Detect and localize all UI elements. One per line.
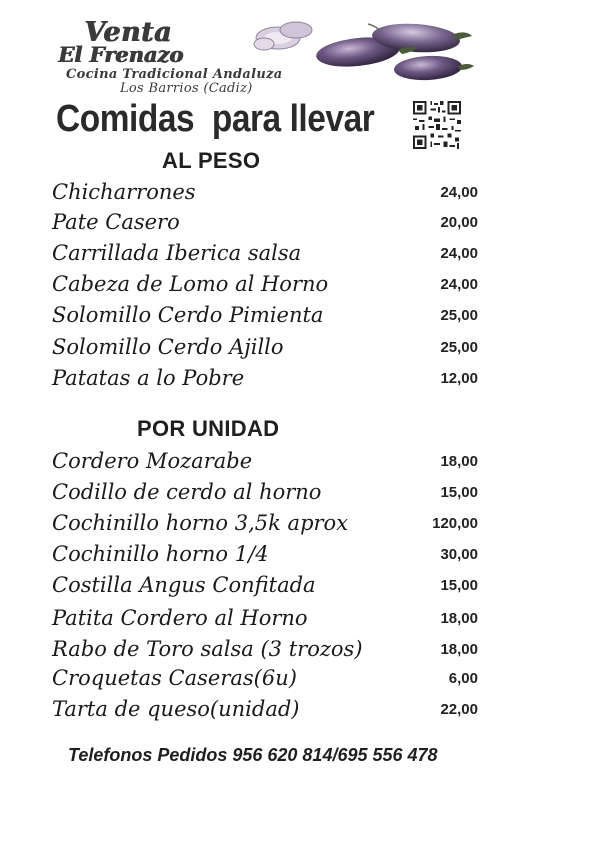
menu-item-price: 20,00 [440, 214, 478, 231]
page-title: Comidas para llevar [56, 98, 375, 140]
menu-item-name: Patita Cordero al Horno [52, 606, 308, 630]
menu-item [52, 301, 482, 331]
section-title-por-unidad: POR UNIDAD [137, 416, 280, 441]
menu-item-name: Cordero Mozarabe [52, 449, 253, 473]
order-phone-numbers: Telefonos Pedidos 956 620 814/695 556 478 [68, 745, 438, 765]
menu-item-price: 18,00 [440, 610, 478, 627]
menu-item [52, 664, 482, 694]
menu-item [52, 447, 482, 477]
menu-item [52, 239, 482, 269]
brand-location: Los Barrios (Cadiz) [120, 81, 253, 96]
menu-item-name: Cochinillo horno 1/4 [52, 542, 269, 566]
menu-item-name: Pate Casero [52, 210, 180, 234]
eggplant-illustration [248, 14, 476, 86]
menu-item [52, 635, 482, 665]
menu-item-price: 25,00 [440, 307, 478, 324]
menu-item-price: 6,00 [448, 670, 478, 687]
menu-item [52, 604, 482, 634]
menu-item-name: Patatas a lo Pobre [52, 366, 245, 390]
menu-item [52, 270, 482, 300]
menu-item [52, 364, 482, 394]
qr-code-icon [413, 101, 461, 149]
menu-item-price: 18,00 [440, 641, 478, 658]
menu-item-price: 15,00 [440, 577, 478, 594]
menu-item-name: Costilla Angus Confitada [52, 573, 316, 597]
menu-item-name: Rabo de Toro salsa (3 trozos) [52, 637, 363, 661]
brand-tagline: Cocina Tradicional Andaluza [66, 67, 283, 82]
menu-item-name: Codillo de cerdo al horno [52, 480, 322, 504]
menu-item [52, 695, 482, 725]
menu-item [52, 333, 482, 363]
brand-subname: El Frenazo [58, 42, 184, 67]
section-title-al-peso: AL PESO [162, 148, 261, 173]
menu-item-price: 24,00 [440, 245, 478, 262]
menu-item-price: 24,00 [440, 184, 478, 201]
menu-item-price: 12,00 [440, 370, 478, 387]
menu-item-price: 24,00 [440, 276, 478, 293]
menu-item [52, 208, 482, 238]
menu-item [52, 509, 482, 539]
menu-item-price: 22,00 [440, 701, 478, 718]
menu-item-name: Tarta de queso(unidad) [52, 697, 300, 721]
menu-item [52, 178, 482, 208]
menu-item-name: Chicharrones [52, 180, 196, 204]
menu-item-name: Croquetas Caseras(6u) [52, 666, 297, 690]
menu-item-name: Solomillo Cerdo Ajillo [52, 335, 284, 359]
menu-item-price: 25,00 [440, 339, 478, 356]
menu-item-name: Solomillo Cerdo Pimienta [52, 303, 324, 327]
menu-item [52, 571, 482, 601]
menu-item-name: Cabeza de Lomo al Horno [52, 272, 329, 296]
menu-item-price: 15,00 [440, 484, 478, 501]
brand-name: Venta [84, 17, 172, 48]
menu-item-name: Carrillada Iberica salsa [52, 241, 302, 265]
menu-item-price: 30,00 [440, 546, 478, 563]
menu-item [52, 540, 482, 570]
menu-item-price: 18,00 [440, 453, 478, 470]
menu-item-price: 120,00 [432, 515, 478, 532]
menu-item [52, 478, 482, 508]
menu-item-name: Cochinillo horno 3,5k aprox [52, 511, 349, 535]
